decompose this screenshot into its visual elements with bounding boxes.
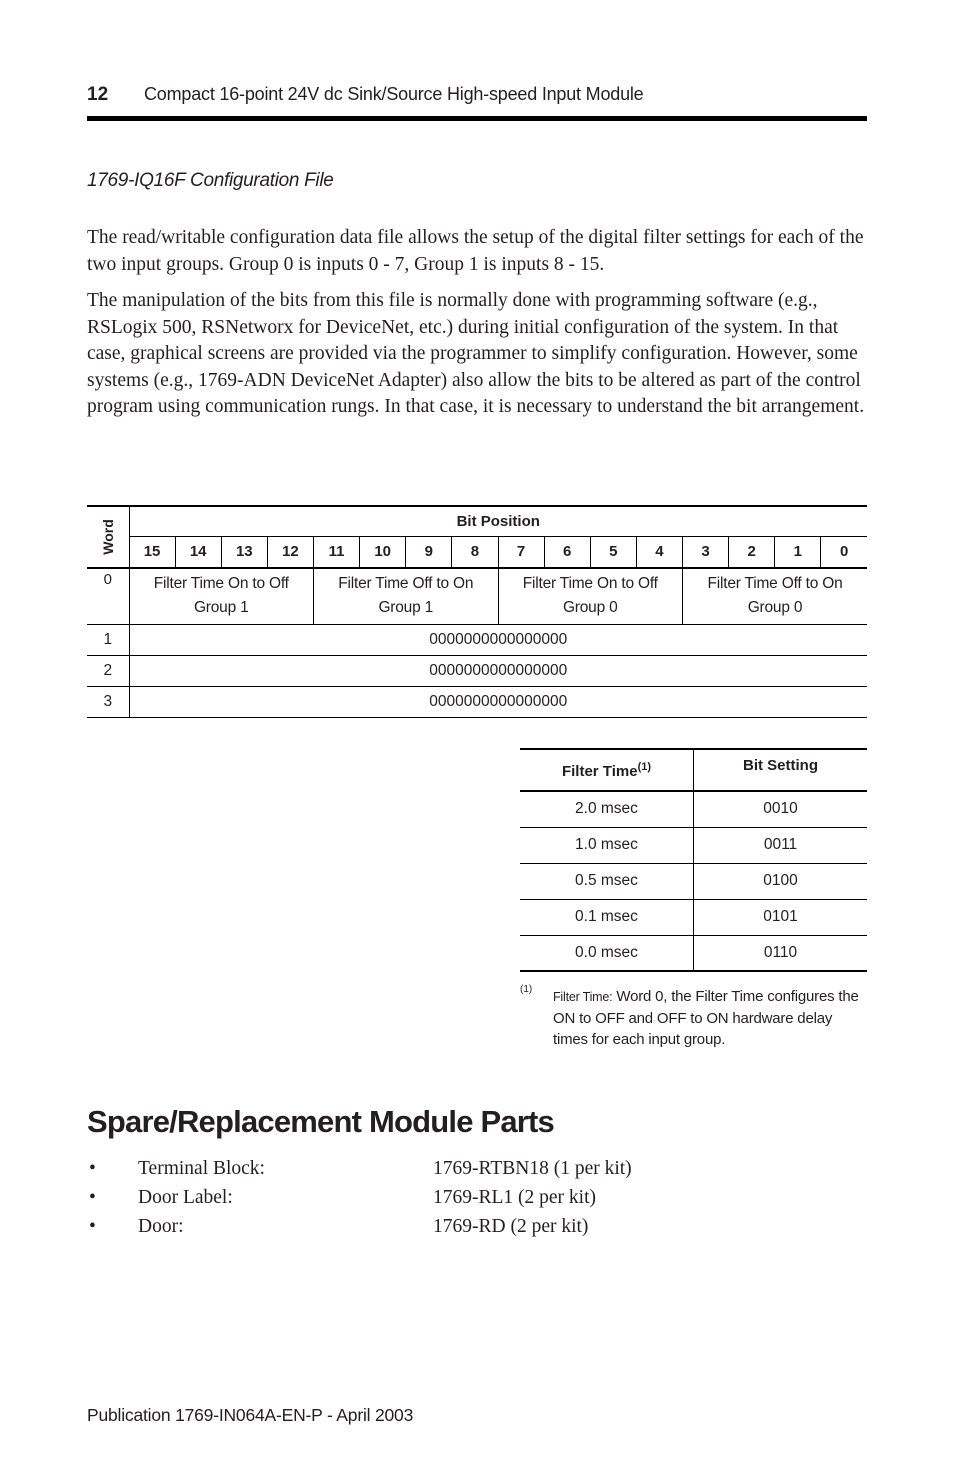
bit-setting-value: 0100: [694, 863, 868, 899]
bit-number: 9: [406, 536, 452, 568]
table-row: [520, 863, 867, 899]
footnote-body: Word 0, the Filter Time configures the ON to OFF and OFF to ON hardware delay times for each input group.: [553, 988, 859, 1048]
part-label: Door Label:: [138, 1187, 233, 1208]
word-number: 3: [87, 686, 129, 717]
word-number: 0: [87, 568, 129, 624]
bit-setting-header: Bit Setting: [694, 749, 868, 791]
footnote-ref: (1): [637, 760, 652, 773]
bit-number: 4: [636, 536, 682, 568]
bit-number: 10: [360, 536, 406, 568]
filter-time-value: 1.0 msec: [520, 827, 694, 863]
paragraph-intro: The read/writable configuration data file allows the setup of the digital filter settings for each of the two input groups. Group 0 is inputs 0 - 7, Group 1 is inputs 8 - 15.: [87, 227, 864, 275]
filter-time-header-label: Filter Time: [561, 762, 638, 780]
word-value: 0000000000000000: [129, 686, 867, 717]
bit-number: 14: [175, 536, 221, 568]
header-rule: [87, 116, 867, 121]
bit-number: 11: [314, 536, 360, 568]
footnote-text: [553, 986, 868, 1050]
bullet: •: [89, 1158, 96, 1179]
bit-number: 6: [544, 536, 590, 568]
table-row: [87, 655, 867, 686]
bullet: •: [89, 1216, 96, 1237]
bit-number: 3: [683, 536, 729, 568]
bit-setting-value: 0010: [694, 791, 868, 827]
filter-group-cell: [314, 568, 499, 624]
list-item: [87, 1216, 867, 1245]
part-label: Terminal Block:: [138, 1158, 265, 1179]
bit-setting-value: 0110: [694, 935, 868, 971]
parts-heading: Spare/Replacement Module Parts: [87, 1104, 554, 1139]
group-line: Filter Time On to Off: [153, 575, 289, 593]
group-line: Group 1: [378, 599, 434, 617]
bit-position-table: [87, 505, 867, 718]
running-title: Compact 16-point 24V dc Sink/Source High-speed Input Module: [144, 84, 644, 104]
filter-group-cell: [129, 568, 314, 624]
filter-time-value: 0.1 msec: [520, 899, 694, 935]
group-line: Filter Time On to Off: [522, 575, 658, 593]
table-row: [520, 935, 867, 971]
table-row: [520, 899, 867, 935]
bit-number: 1: [775, 536, 821, 568]
paragraph-manipulation: The manipulation of the bits from this file is normally done with programming software (e.g., RSLogix 500, RSNetworx for DeviceNet, etc.) during initial configuration of the system. In that case, graphical screens are provided via the programmer to simplify configuration. However, some systems (e.g., 1769-ADN DeviceNet Adapter) also allow the bits to be altered as part of the control program using communication rungs. In that case, it is necessary to understand the bit arrangement.: [87, 290, 865, 417]
page-footer: Publication 1769-IN064A-EN-P - April 2003: [87, 1405, 414, 1425]
part-label: Door:: [138, 1216, 184, 1237]
part-value: 1769-RTBN18 (1 per kit): [433, 1158, 632, 1179]
word-number: 1: [87, 624, 129, 655]
list-item: [87, 1158, 867, 1187]
section-subheading: 1769-IQ16F Configuration File: [87, 170, 334, 191]
group-line: Group 0: [747, 599, 803, 617]
bit-number: 7: [498, 536, 544, 568]
footnote-term: Filter Time:: [553, 990, 613, 1004]
filter-group-cell: [498, 568, 683, 624]
table-row: [520, 791, 867, 827]
word-value: 0000000000000000: [129, 655, 867, 686]
part-value: 1769-RL1 (2 per kit): [433, 1187, 597, 1208]
table-row: [520, 827, 867, 863]
group-line: Filter Time Off to On: [338, 575, 474, 593]
filter-group-cell: [683, 568, 868, 624]
bit-number: 5: [590, 536, 636, 568]
filter-time-header: [520, 749, 694, 791]
bit-number: 8: [452, 536, 498, 568]
group-line: Filter Time Off to On: [707, 575, 843, 593]
bit-number: 12: [267, 536, 313, 568]
bit-number: 15: [129, 536, 175, 568]
word-number: 2: [87, 655, 129, 686]
table-row: [87, 686, 867, 717]
part-value: 1769-RD (2 per kit): [433, 1216, 589, 1237]
bit-number: 13: [221, 536, 267, 568]
bit-position-header: Bit Position: [129, 506, 867, 536]
parts-list: [87, 1158, 867, 1245]
bit-number: 2: [729, 536, 775, 568]
footnote-mark: (1): [520, 984, 533, 995]
bit-number: 0: [821, 536, 867, 568]
word-header: Word: [99, 519, 116, 555]
filter-time-value: 2.0 msec: [520, 791, 694, 827]
page-header: [87, 82, 867, 122]
word-header-cell: [87, 506, 129, 568]
page-number: 12: [87, 84, 109, 105]
filter-time-table: [520, 748, 867, 972]
list-item: [87, 1187, 867, 1216]
bit-setting-value: 0101: [694, 899, 868, 935]
filter-time-value: 0.5 msec: [520, 863, 694, 899]
filter-time-value: 0.0 msec: [520, 935, 694, 971]
word-value: 0000000000000000: [129, 624, 867, 655]
table-row: [87, 568, 867, 624]
group-line: Group 0: [562, 599, 618, 617]
bullet: •: [89, 1187, 96, 1208]
table-row: [87, 624, 867, 655]
bit-setting-value: 0011: [694, 827, 868, 863]
group-line: Group 1: [193, 599, 249, 617]
